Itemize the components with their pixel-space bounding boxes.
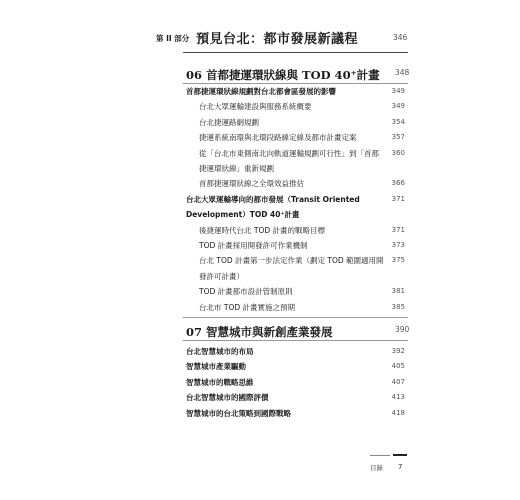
toc-entry-page: 360 [391,148,405,157]
toc-entry-text: 智慧城市的戰略思維 [186,377,254,387]
toc-entry-text: 台北大眾運輸導向的都市發展（Transit Oriented [186,194,360,204]
divider [183,317,408,318]
toc-entry-text: 首都捷運環狀線規劃對台北都會區發展的影響 [186,87,336,96]
toc-entry-text: TOD 計畫採用開發許可作業機制 [199,241,308,250]
toc-entry-page: 413 [391,393,405,402]
toc-entry-text: 智慧城市產業驅動 [186,362,246,372]
toc-entry-text: 台北市 TOD 計畫實施之預期 [199,302,296,312]
toc-entry-text: 捷運環狀線」重新規劃 [199,164,274,173]
toc-entry-page: 349 [391,87,405,95]
toc-entry-page: 371 [391,194,405,203]
toc-entry-text: 台北 TOD 計畫第一步法定作業（劃定 TOD 範圍適用開 [199,256,384,266]
footer-page-number: 7 [398,463,403,471]
toc-entry-text: 台北智慧城市的布局 [186,347,254,356]
part-page-number: 346 [393,33,408,42]
toc-entry-page: 407 [391,377,405,386]
toc-entry-text: 台北捷運路網規劃 [199,117,259,127]
divider [183,52,408,53]
toc-entry-page: 405 [391,362,405,371]
toc-entry-page: 371 [391,225,405,234]
toc-entry-page: 375 [391,256,405,265]
part-label: 第 II 部分 [156,34,190,43]
divider [183,83,408,84]
toc-entry-page: 418 [391,408,405,417]
chapter-title: 07 智慧城市與新創產業發展 [186,325,333,339]
footer-rule [393,454,407,456]
toc-entry-page: 354 [391,117,405,126]
chapter-page: 348 [395,68,410,77]
toc-entry-text: Development）TOD 40⁺計畫 [186,210,300,220]
toc-entry-page: 349 [391,102,405,111]
toc-entry-text: 智慧城市的台北策略到國際戰略 [186,408,291,418]
toc-entry-text: 後捷運時代台北 TOD 計畫的戰略目標 [199,225,326,235]
chapter-title: 06 首都捷運環狀線與 TOD 40⁺計畫 [186,68,380,82]
footer-rule [370,455,390,456]
toc-entry-page: 373 [391,241,405,249]
toc-entry-text: 發許可計畫） [199,271,244,281]
toc-entry-text: 捷運系統南環與北環段路線定線及都市計畫定案 [199,133,357,143]
divider [183,340,408,341]
toc-entry-text: 台北大眾運輸建設與服務系統概要 [199,102,312,112]
toc-entry-text: 首都捷運環狀線之全環效益推估 [199,179,304,189]
toc-entry-page: 385 [391,302,405,311]
toc-entry-page: 357 [391,133,405,142]
toc-entry-text: TOD 計畫都市設計管制原則 [199,287,293,297]
footer-label: 目錄 [370,464,383,472]
toc-entry-page: 381 [391,287,405,296]
toc-entry-page: 392 [391,347,405,355]
toc-entry-text: 台北智慧城市的國際評價 [186,393,269,403]
toc-entry-text: 從「台北市東側南北向軌道運輸規劃可行性」到「首都 [199,148,379,158]
toc-entry-page: 366 [391,179,405,188]
chapter-page: 390 [395,325,410,334]
part-title: 預見台北：都市發展新議程 [196,32,359,47]
